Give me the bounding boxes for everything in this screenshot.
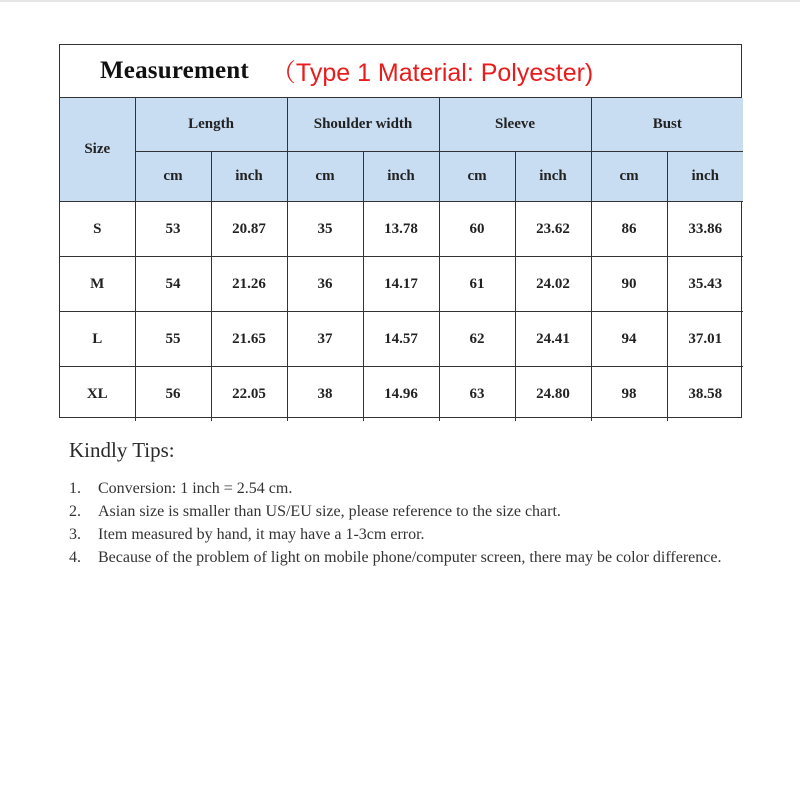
tip-number: 1.: [69, 480, 81, 497]
value-cell: 37: [287, 312, 363, 367]
tip-item: [69, 500, 749, 523]
value-cell: 60: [439, 202, 515, 257]
value-cell: 98: [591, 367, 667, 422]
value-cell: 90: [591, 257, 667, 312]
header-shoulder-width: Shoulder width: [287, 98, 439, 152]
size-cell: XL: [60, 367, 135, 422]
value-cell: 55: [135, 312, 211, 367]
value-cell: 13.78: [363, 202, 439, 257]
tip-text: Asian size is smaller than US/EU size, please reference to the size chart.: [98, 503, 561, 520]
value-cell: 36: [287, 257, 363, 312]
value-cell: 54: [135, 257, 211, 312]
tips-title: Kindly Tips:: [69, 438, 175, 462]
header-sleeve: Sleeve: [439, 98, 591, 152]
value-cell: 21.26: [211, 257, 287, 312]
value-cell: 14.96: [363, 367, 439, 422]
value-cell: 33.86: [667, 202, 743, 257]
value-cell: 62: [439, 312, 515, 367]
size-cell: L: [60, 312, 135, 367]
value-cell: 38.58: [667, 367, 743, 422]
value-cell: 61: [439, 257, 515, 312]
value-cell: 14.17: [363, 257, 439, 312]
value-cell: 21.65: [211, 312, 287, 367]
value-cell: 24.80: [515, 367, 591, 422]
tip-number: 3.: [69, 526, 81, 543]
table-row: [60, 367, 743, 422]
tip-item: [69, 477, 749, 500]
size-cell: M: [60, 257, 135, 312]
top-divider: [0, 0, 800, 2]
tip-number: 2.: [69, 503, 81, 520]
tip-text: Conversion: 1 inch = 2.54 cm.: [98, 480, 293, 497]
header-row-groups: [60, 98, 743, 152]
header-bust: Bust: [591, 98, 743, 152]
value-cell: 35: [287, 202, 363, 257]
size-table: [60, 98, 743, 421]
value-cell: 24.41: [515, 312, 591, 367]
value-cell: 37.01: [667, 312, 743, 367]
chart-title: Measurement: [100, 57, 249, 84]
value-cell: 24.02: [515, 257, 591, 312]
tip-item: [69, 523, 749, 546]
header-unit: inch: [211, 152, 287, 202]
tip-item: [69, 546, 749, 569]
header-unit: cm: [439, 152, 515, 202]
tips-list: [69, 477, 749, 569]
header-size: Size: [60, 98, 135, 202]
header-row-units: [60, 152, 743, 202]
size-cell: S: [60, 202, 135, 257]
header-unit: inch: [667, 152, 743, 202]
value-cell: 14.57: [363, 312, 439, 367]
table-row: [60, 257, 743, 312]
header-unit: cm: [591, 152, 667, 202]
value-cell: 94: [591, 312, 667, 367]
table-row: [60, 202, 743, 257]
table-row: [60, 312, 743, 367]
value-cell: 23.62: [515, 202, 591, 257]
header-unit: cm: [135, 152, 211, 202]
value-cell: 53: [135, 202, 211, 257]
header-unit: inch: [363, 152, 439, 202]
value-cell: 86: [591, 202, 667, 257]
chart-title-row: [60, 45, 741, 98]
material-subtitle: （Type 1 Material: Polyester): [270, 59, 594, 87]
value-cell: 20.87: [211, 202, 287, 257]
header-length: Length: [135, 98, 287, 152]
tip-text: Because of the problem of light on mobile phone/computer screen, there may be color difference.: [98, 549, 722, 566]
value-cell: 35.43: [667, 257, 743, 312]
header-unit: inch: [515, 152, 591, 202]
tip-text: Item measured by hand, it may have a 1-3cm error.: [98, 526, 425, 543]
value-cell: 56: [135, 367, 211, 422]
value-cell: 22.05: [211, 367, 287, 422]
tip-number: 4.: [69, 549, 81, 566]
value-cell: 63: [439, 367, 515, 422]
size-chart: [59, 44, 742, 418]
kindly-tips: [69, 438, 749, 569]
header-unit: cm: [287, 152, 363, 202]
value-cell: 38: [287, 367, 363, 422]
